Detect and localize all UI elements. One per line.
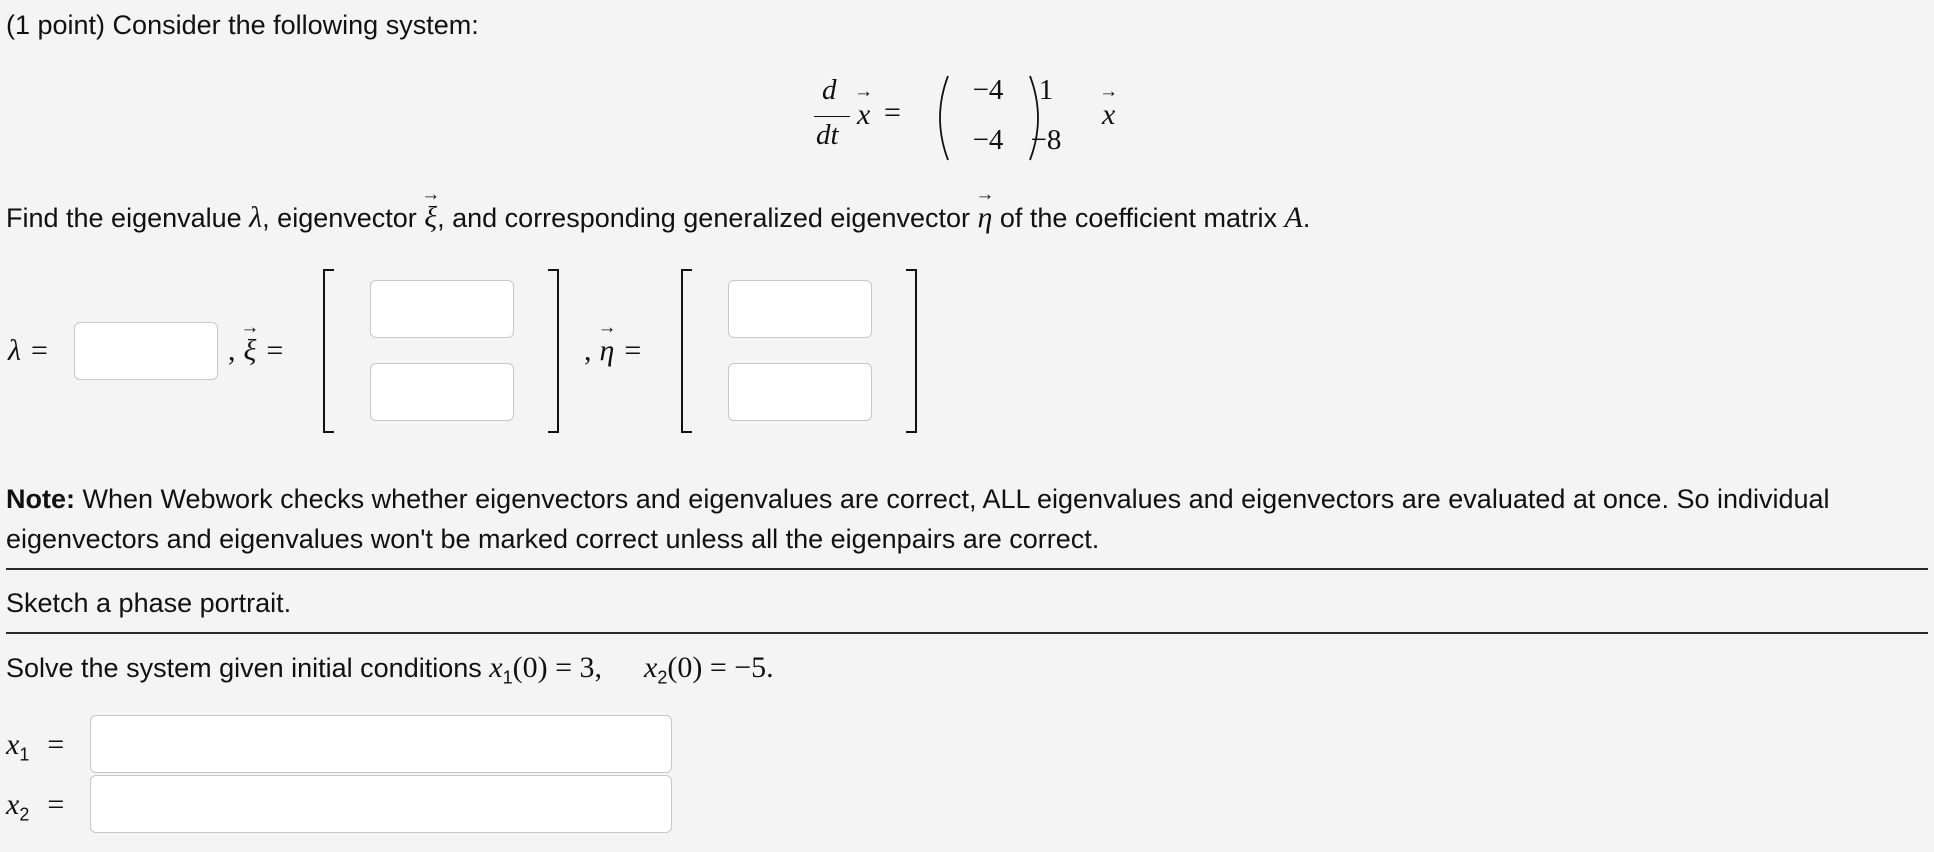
fraction-bar: [814, 116, 850, 117]
matrix-entry-11: −4: [972, 74, 1004, 106]
note-line-2: eigenvectors and eigenvalues won't be marked correct unless all the eigenpairs are correct.: [6, 524, 1100, 554]
eigenvalue-input[interactable]: [74, 322, 218, 380]
eigenvector-xi-input-2[interactable]: [370, 363, 514, 421]
xi-label: ,→ ξ =: [228, 334, 283, 368]
derivative-denominator: dt: [816, 119, 839, 151]
note-label: Note:: [6, 484, 75, 514]
initial-conditions-text: Solve the system given initial conditions $x_1(0) = 3$, $x_2(0) = -5$.: [6, 651, 774, 688]
note-line-1: Note: When Webwork checks whether eigenvectors and eigenvalues are correct, ALL eigenvalues and eigenvectors are evaluated at once. So individual: [6, 484, 1830, 514]
generalized-eigenvector-eta-input-1[interactable]: [728, 280, 872, 338]
section-divider-1: [6, 568, 1928, 570]
section-divider-2: [6, 632, 1928, 634]
x1-solution-input[interactable]: [90, 715, 672, 773]
x2-solution-input[interactable]: [90, 775, 672, 833]
matrix-entry-21: −4: [972, 124, 1004, 156]
vector-x-rhs: → x: [1102, 98, 1115, 132]
equals-sign: =: [884, 96, 901, 129]
vector-x-lhs: → x: [857, 98, 870, 132]
matrix-entry-22: −8: [1030, 124, 1062, 156]
xi-left-bracket: [318, 268, 340, 434]
sketch-instruction: Sketch a phase portrait.: [6, 588, 292, 618]
xi-right-bracket: [542, 268, 564, 434]
problem-header: (1 point) Consider the following system:: [6, 10, 479, 40]
eta-label: ,→ η =: [584, 334, 641, 368]
eta-right-bracket: [900, 268, 922, 434]
x2-label: $x_2$ =: [6, 788, 65, 825]
instructions-text: Find the eigenvalue λ, eigenvector → ξ, and corresponding generalized eigenvector → η of the coefficient matrix A.: [6, 201, 1310, 235]
eigenvector-xi-input-1[interactable]: [370, 280, 514, 338]
eta-left-bracket: [676, 268, 698, 434]
matrix-entry-12: 1: [1038, 74, 1054, 106]
lambda-label: λ =: [8, 334, 48, 367]
x1-label: $x_1$ =: [6, 728, 65, 765]
derivative-numerator: d: [822, 74, 837, 106]
generalized-eigenvector-eta-input-2[interactable]: [728, 363, 872, 421]
